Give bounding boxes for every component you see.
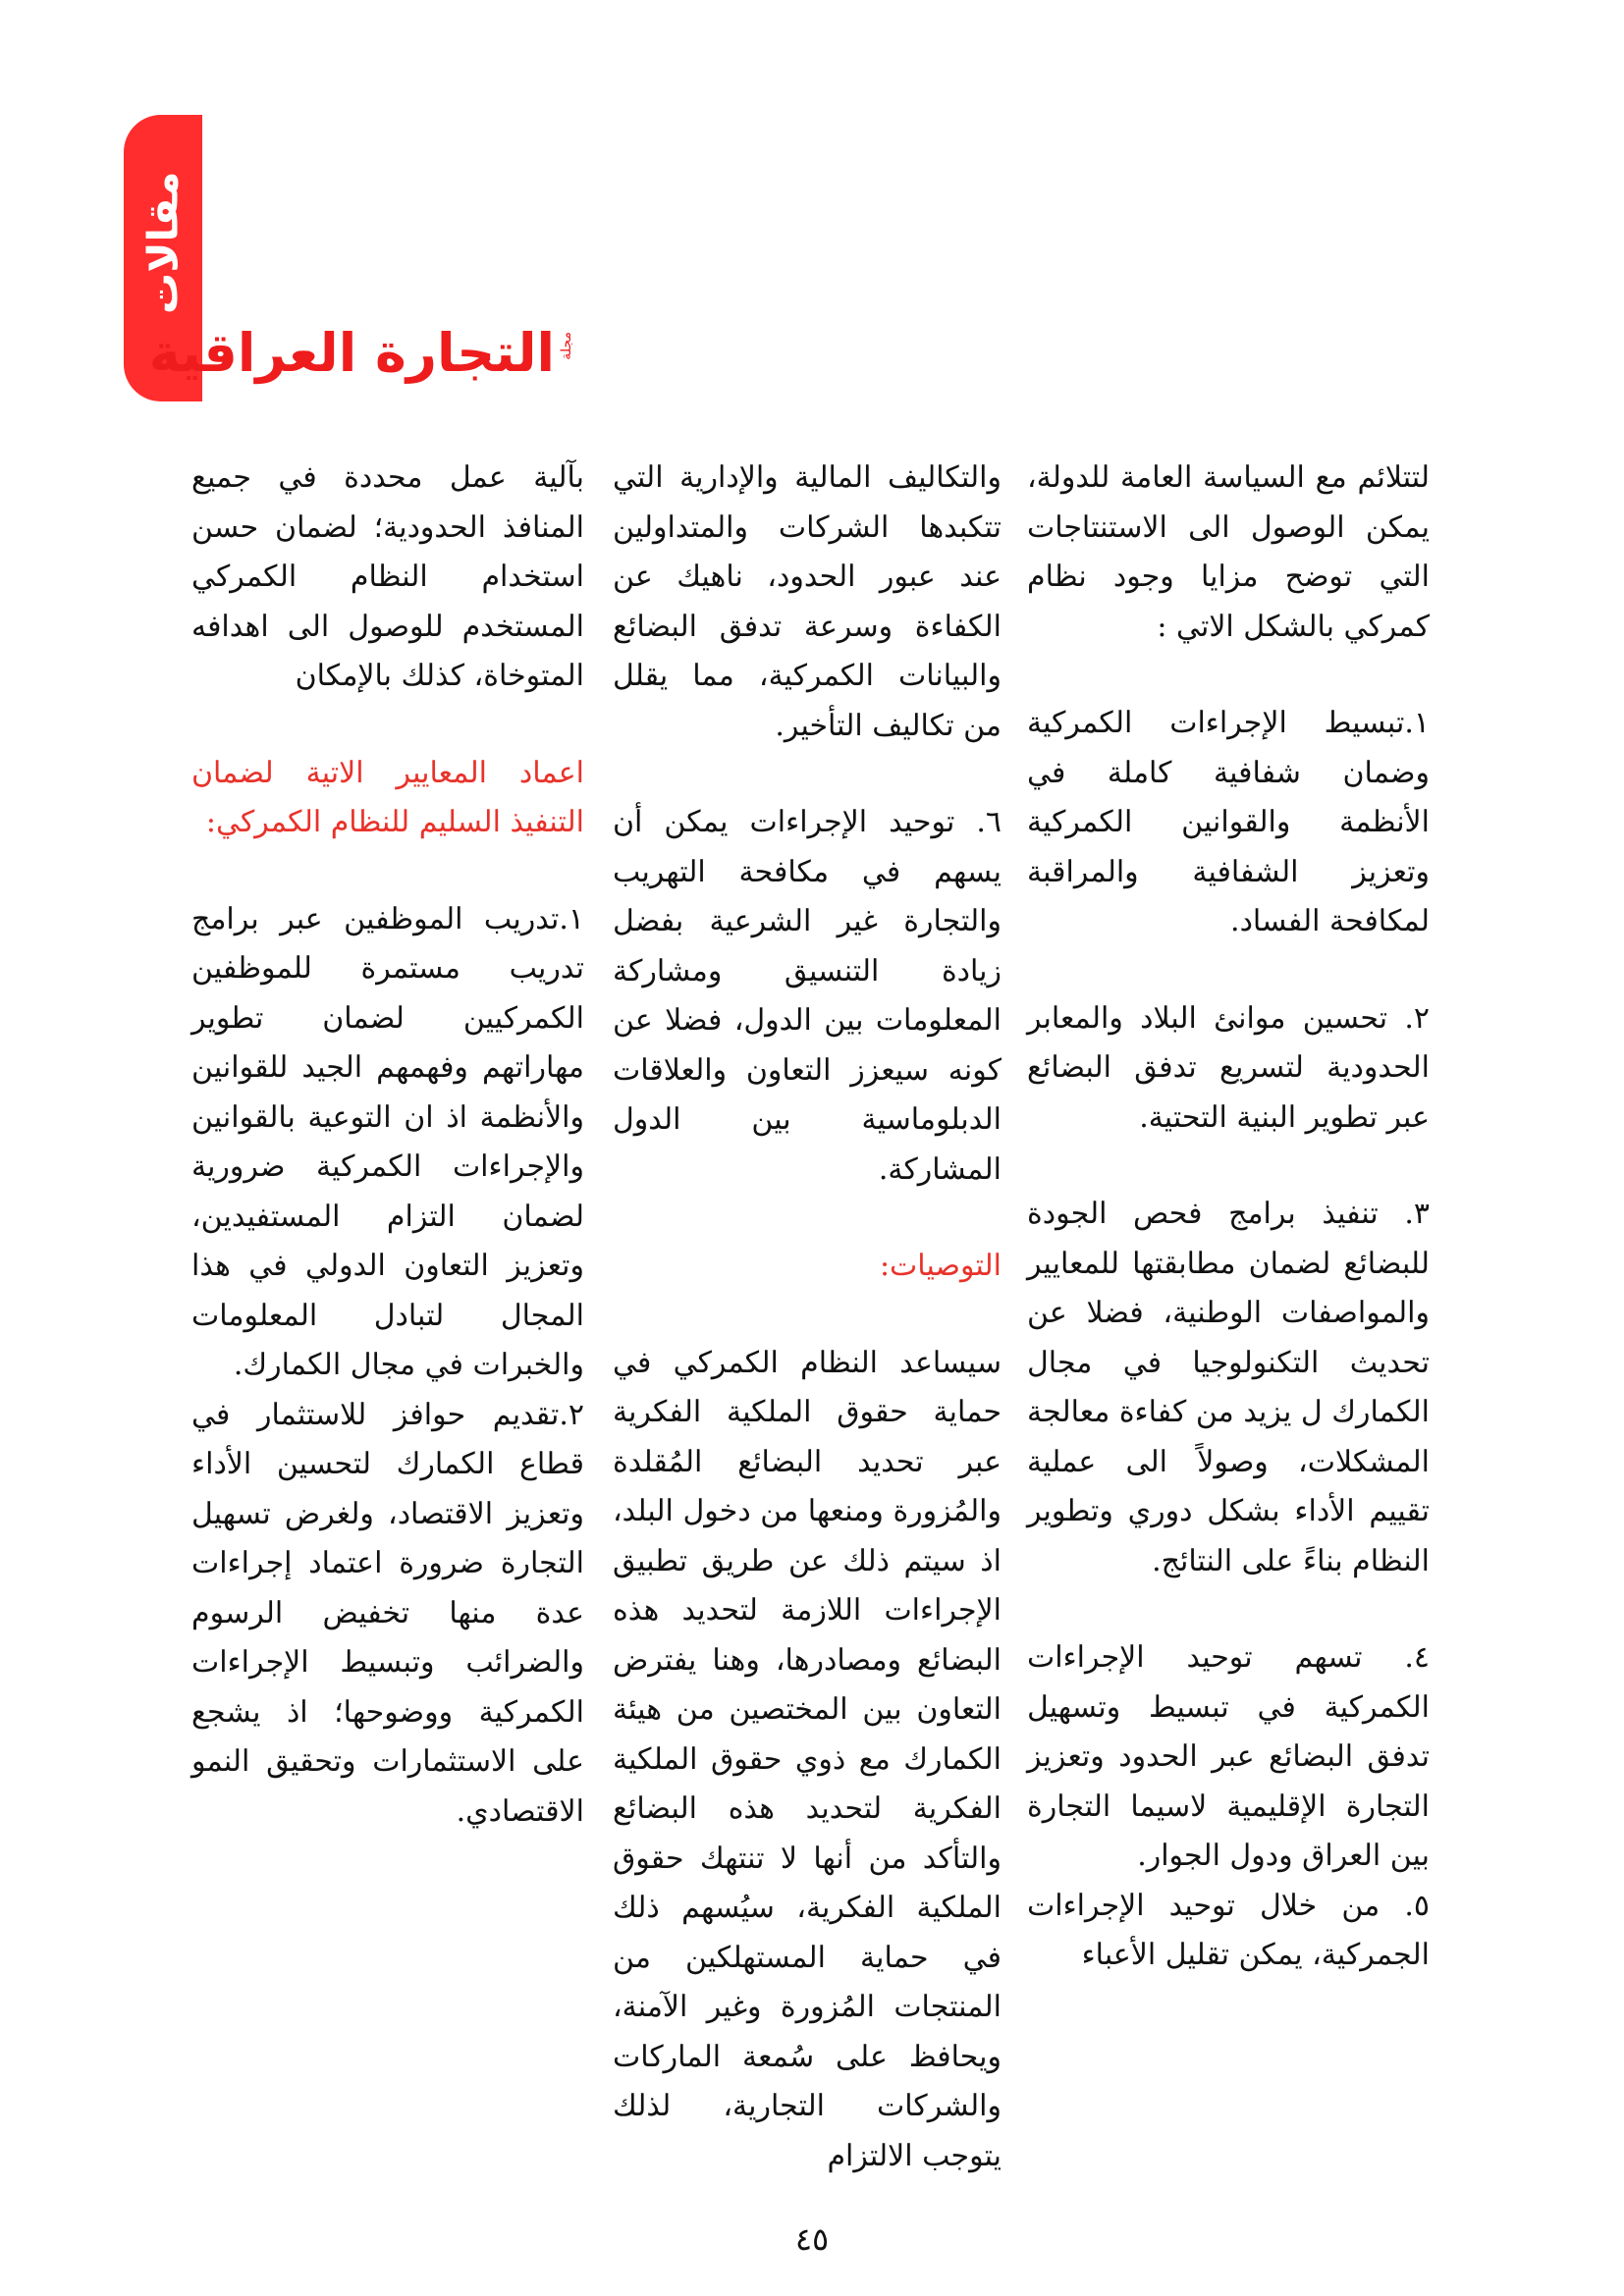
paragraph: سيساعد النظام الكمركي في حماية حقوق الملكية الفكرية عبر تحديد البضائع المُقلدة والمُزورة ومنعها من دخول البلد، اذ سيتم ذلك عن طريق تطبيق الإجراءات اللازمة لتحديد هذه البضائع ومصادرها، وهنا يفترض التعاون بين المختصين من هيئة الكمارك مع ذوي حقوق الملكية الفكرية لتحديد هذه البضائع والتأكد من أنها لا تنتهك حقوق الملكية الفكرية، سيُسهم ذلك في حماية المستهلكين من المنتجات المُزورة وغير الآمنة، ويحافظ على سُمعة الماركات والشركات التجارية، لذلك يتوجب الالتزام <box>613 1345 1001 2173</box>
section-heading-standards: اعماد المعايير الاتية لضمان التنفيذ السليم للنظام الكمركي: <box>191 755 584 839</box>
paragraph: ٣. تنفيذ برامج فحص الجودة للبضائع لضمان مطابقتها للمعايير والمواصفات الوطنية، فضلا عن تحديث التكنولوجيا في مجال الكمارك ل يزيد من كفاءة معالجة المشكلات، وصولاً الى عملية تقييم الأداء بشكل دوري وتطوير النظام بناءً على النتائج. <box>1027 1197 1430 1578</box>
section-heading-recommendations: التوصيات: <box>879 1249 1001 1283</box>
section-tab-label: مقالات <box>138 171 188 314</box>
paragraph: والتكاليف المالية والإدارية التي تتكبدها الشركات والمتداولين عند عبور الحدود، ناهيك عن الكفاءة وسرعة تدفق البضائع والبيانات الكمركية، مما يقلل من تكاليف التأخير. <box>613 460 1001 743</box>
paragraph: ٥. من خلال توحيد الإجراءات الجمركية، يمكن تقليل الأعباء <box>1027 1888 1430 1972</box>
paragraph: ٢.تقديم حوافز للاستثمار في قطاع الكمارك لتحسين الأداء وتعزيز الاقتصاد، ولغرض تسهيل التجارة ضرورة اعتماد إجراءات عدة منها تخفيض الرسوم والضرائب وتبسيط الإجراءات الكمركية ووضوحها؛ اذ يشجع على الاستثمارات وتحقيق النمو الاقتصادي. <box>191 1397 584 1829</box>
paragraph: بآلية عمل محددة في جميع المنافذ الحدودية؛ لضمان حسن استخدام النظام الكمركي المستخدم للوصول الى اهدافه المتوخاة، كذلك بالإمكان <box>191 460 584 693</box>
paragraph: ٦. توحيد الإجراءات يمكن أن يسهم في مكافحة التهريب والتجارة غير الشرعية بفضل زيادة التنسيق ومشاركة المعلومات بين الدول، فضلا عن كونه سيعزز التعاون والعلاقات الدبلوماسية بين الدول المشاركة. <box>613 805 1001 1187</box>
page-number: ٤٥ <box>794 2220 830 2258</box>
paragraph: ١.تدريب الموظفين عبر برامج تدريب مستمرة للموظفين الكمركيين لضمان تطوير مهاراتهم وفهمهم الجيد للقوانين والأنظمة اذ ان التوعية بالقوانين والإجراءات الكمركية ضرورية لضمان التزام المستفيدين، وتعزيز التعاون الدولي في هذا المجال لتبادل المعلومات والخبرات في مجال الكمارك. <box>191 901 584 1382</box>
magazine-title: التجارة العراقية <box>148 322 555 384</box>
column-left <box>191 454 584 1884</box>
magazine-logo <box>148 314 574 393</box>
column-right <box>1027 454 1430 2028</box>
paragraph: ٢. تحسين موانئ البلاد والمعابر الحدودية لتسريع تدفق البضائع عبر تطوير البنية التحتية. <box>1027 1000 1430 1135</box>
paragraph: لتتلائم مع السياسة العامة للدولة، يمكن الوصول الى الاستنتاجات التي توضح مزايا وجود نظام كمركي بالشكل الاتي : <box>1027 460 1430 644</box>
magazine-label: مجلة <box>559 332 574 360</box>
column-middle <box>613 454 1001 2228</box>
paragraph: ٤. تسهم توحيد الإجراءات الكمركية في تبسيط وتسهيل تدفق البضائع عبر الحدود وتعزيز التجارة الإقليمية لاسيما التجارة بين العراق ودول الجوار. <box>1027 1640 1430 1873</box>
paragraph: ١.تبسيط الإجراءات الكمركية وضمان شفافية كاملة في الأنظمة والقوانين الكمركية وتعزيز الشفافية والمراقبة لمكافحة الفساد. <box>1027 706 1430 938</box>
